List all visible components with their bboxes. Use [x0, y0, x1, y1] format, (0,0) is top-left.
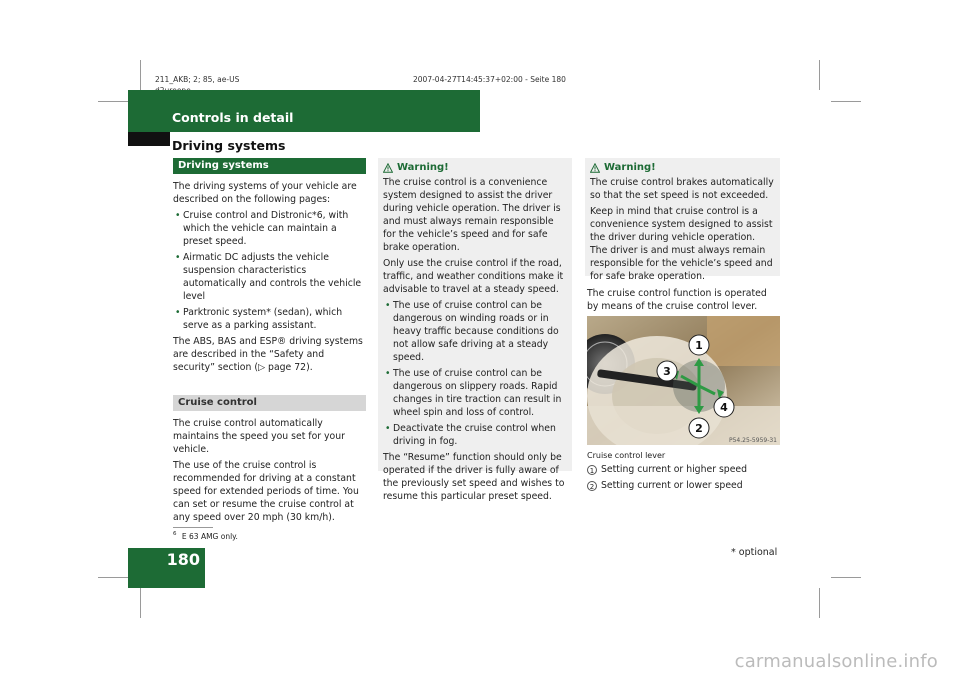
- intro-text: The driving systems of your vehicle are described on the following pages:: [173, 181, 357, 205]
- item-number-2: 2: [587, 481, 597, 491]
- warning-heading: [383, 161, 567, 174]
- warning-triangle-icon: [383, 163, 393, 173]
- footnote-rule: [173, 527, 213, 528]
- cruise-control-lever-photo: [587, 316, 780, 445]
- cruise-lever-intro: The cruise control function is operated by means of the cruise control lever.: [587, 288, 767, 312]
- photo-code: P54.25-5959-31: [728, 437, 777, 444]
- bullet-parktronic: • Parktronic system* (sedan), which serve as a parking assistant.: [173, 306, 366, 332]
- warning2-p1: The cruise control brakes automatically so that the set speed is not exceeded.: [590, 177, 774, 201]
- crop-mark-bottom-left-v: [140, 588, 141, 618]
- warning1-bullet-slippery: • The use of cruise control can be dangerous on slippery roads. Rapid changes in tire traction can result in wheel spin and loss of control.: [383, 367, 567, 419]
- callout-1: 1: [695, 339, 703, 352]
- section-title: Driving systems: [172, 138, 286, 153]
- abs-bas-esp-text: The ABS, BAS and ESP® driving systems are described in the “Safety and security” section (▷ page 72).: [173, 336, 363, 373]
- cruise-control-p2: The use of the cruise control is recommended for driving at a constant speed for extended periods of time. You can set or resume the cruise control at any speed over 20 mph (30 km/h).: [173, 460, 359, 523]
- crop-mark-top-left-v: [140, 60, 141, 90]
- warning-heading-2: [590, 161, 775, 174]
- warning-box-2: [585, 158, 780, 282]
- bullet-airmatic: • Airmatic DC adjusts the vehicle suspension characteristics automatically and controls the vehicle level: [173, 251, 366, 303]
- warning-title: Warning!: [397, 162, 449, 173]
- chapter-title: Controls in detail: [172, 110, 294, 125]
- footnote: [173, 531, 238, 541]
- crop-mark-bottom-left-h: [98, 577, 128, 578]
- cruise-control-p1: The cruise control automatically maintains the speed you set for your vehicle.: [173, 418, 345, 455]
- warning2-p2: Keep in mind that cruise control is a convenience system designed to assist the driver during vehicle operation. The driver is and must always remain responsible for the vehicle’s speed and for safe brake operation.: [590, 206, 773, 282]
- print-meta-line1: 211_AKB; 2; 85, ae-US: [155, 75, 240, 84]
- warning1-p3: The “Resume” function should only be operated if the driver is fully aware of the previously set speed and wishes to resume this particular preset speed.: [383, 452, 565, 502]
- crop-mark-top-right-h: [831, 101, 861, 102]
- section-heading-cruise-control: Cruise control: [173, 395, 366, 411]
- warning-triangle-icon: [590, 163, 600, 173]
- photo-caption: Cruise control lever: [587, 451, 666, 460]
- warning1-bullet-fog: • Deactivate the cruise control when driving in fog.: [383, 422, 567, 448]
- warning1-p1: The cruise control is a convenience system designed to assist the driver during vehicle operation. The driver is and must always remain responsible for the vehicle’s speed and for safe brake operation.: [383, 177, 561, 253]
- warning-box-1: [378, 158, 572, 502]
- warning-title-2: Warning!: [604, 162, 656, 173]
- item-text-1: Setting current or higher speed: [601, 464, 748, 475]
- bullet-cruise-distronic: • Cruise control and Distronic*6, with which the vehicle can maintain a preset speed.: [173, 209, 366, 248]
- lever-illustration: [587, 316, 780, 445]
- list-item-1: [587, 463, 780, 476]
- print-timestamp: 2007-04-27T14:45:37+02:00 - Seite 180: [413, 75, 566, 84]
- lever-function-list: [587, 463, 780, 495]
- crop-mark-bottom-right-v: [819, 588, 820, 618]
- list-item-2: [587, 479, 780, 492]
- footnote-mark: 6: [173, 531, 177, 537]
- crop-mark-bottom-right-h: [831, 577, 861, 578]
- warning1-bullet-winding: • The use of cruise control can be dangerous on winding roads or in heavy traffic because conditions do not allow safe driving at a steady speed.: [383, 299, 567, 364]
- page-number: 180: [128, 548, 205, 588]
- crop-mark-top-left-h: [98, 101, 128, 102]
- callout-3: 3: [663, 365, 671, 378]
- callout-4: 4: [720, 401, 728, 414]
- footnote-text: E 63 AMG only.: [181, 531, 238, 541]
- warning1-p2: Only use the cruise control if the road, traffic, and weather conditions make it advisable to travel at a steady speed.: [383, 258, 564, 295]
- section-heading-driving-systems: Driving systems: [173, 158, 366, 174]
- header-accent-block: [128, 132, 170, 146]
- watermark: carmanualsonline.info: [734, 651, 938, 672]
- callout-2: 2: [695, 422, 703, 435]
- optional-note: * optional: [731, 547, 778, 558]
- column-1: [173, 158, 366, 527]
- item-number-1: 1: [587, 465, 597, 475]
- crop-mark-top-right-v: [819, 60, 820, 90]
- item-text-2: Setting current or lower speed: [601, 480, 743, 491]
